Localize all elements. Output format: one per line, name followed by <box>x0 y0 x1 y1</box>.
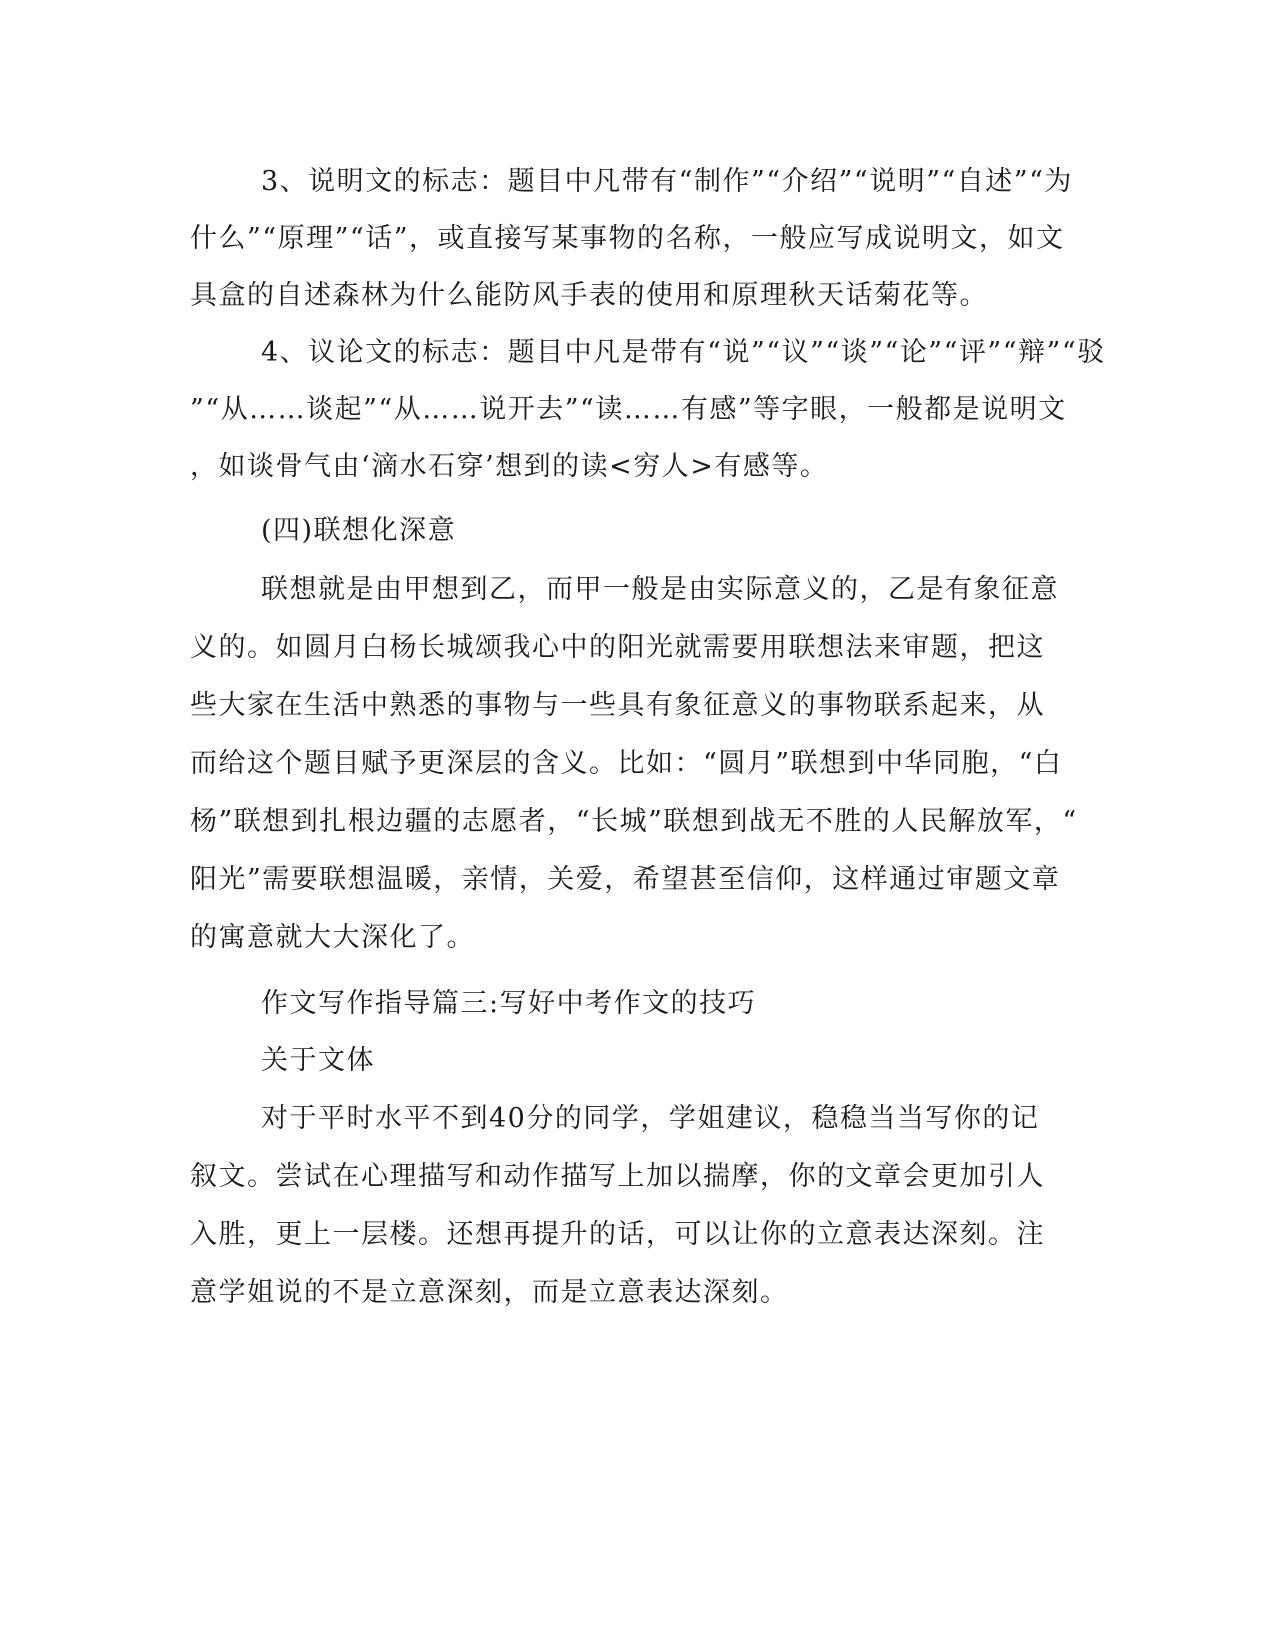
paragraph-2-line-3: ，如谈骨气由‘滴水石穿’想到的读<穷人>有感等。 <box>190 451 829 482</box>
paragraph-7-line-1: 对于平时水平不到40分的同学，学姐建议，稳稳当当写你的记 <box>261 1103 1040 1134</box>
paragraph-1-line-1: 3、说明文的标志：题目中凡带有“制作”“介绍”“说明”“自述”“为 <box>261 166 1073 197</box>
paragraph-4-line-5: 杨”联想到扎根边疆的志愿者，“长城”联想到战无不胜的人民解放军，“ <box>190 806 1078 837</box>
paragraph-4-line-2: 义的。如圆月白杨长城颂我心中的阳光就需要用联想法来审题，把这 <box>190 632 1045 663</box>
section-title: 作文写作指导篇三:写好中考作文的技巧 <box>261 988 757 1019</box>
paragraph-4-line-7: 的寓意就大大深化了。 <box>190 922 475 953</box>
paragraph-2-line-2: ”“从……谈起”“从……说开去”“读……有感”等字眼，一般都是说明文 <box>190 394 1067 425</box>
section-heading-4: (四)联想化深意 <box>261 515 457 546</box>
paragraph-1-line-3: 具盒的自述森林为什么能防风手表的使用和原理秋天话菊花等。 <box>190 280 988 311</box>
paragraph-4-line-3: 些大家在生活中熟悉的事物与一些具有象征意义的事物联系起来，从 <box>190 690 1045 721</box>
paragraph-7-line-3: 入胜，更上一层楼。还想再提升的话，可以让你的立意表达深刻。注 <box>190 1219 1045 1250</box>
paragraph-4-line-1: 联想就是由甲想到乙，而甲一般是由实际意义的，乙是有象征意 <box>261 574 1059 605</box>
paragraph-4-line-4: 而给这个题目赋予更深层的含义。比如：“圆月”联想到中华同胞，“白 <box>190 748 1063 779</box>
paragraph-7-line-4: 意学姐说的不是立意深刻，而是立意表达深刻。 <box>190 1277 789 1308</box>
subheading-genre: 关于文体 <box>261 1045 375 1076</box>
paragraph-1-line-2: 什么”“原理”“话”，或直接写某事物的名称，一般应写成说明文，如文 <box>190 223 1065 254</box>
paragraph-4-line-6: 阳光”需要联想温暖，亲情，关爱，希望甚至信仰，这样通过审题文章 <box>190 864 1061 895</box>
paragraph-7-line-2: 叙文。尝试在心理描写和动作描写上加以揣摩，你的文章会更加引人 <box>190 1161 1045 1192</box>
paragraph-2-line-1: 4、议论文的标志：题目中凡是带有“说”“议”“谈”“论”“评”“辩”“驳 <box>261 337 1106 368</box>
